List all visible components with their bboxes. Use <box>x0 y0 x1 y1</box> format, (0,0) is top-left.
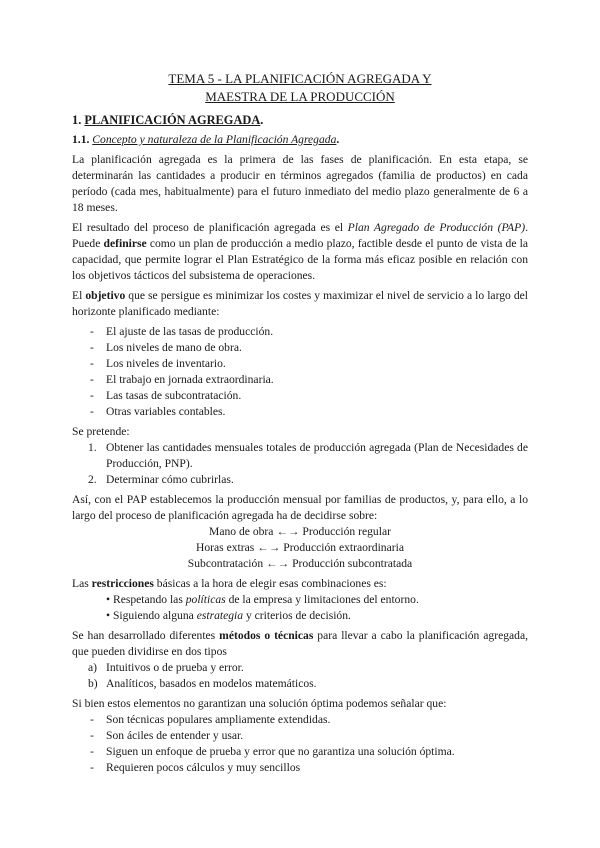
list-item <box>72 440 528 472</box>
subsection-heading <box>72 132 528 148</box>
section-trail: . <box>260 113 264 127</box>
definirse-term: definirse <box>103 237 147 250</box>
pap-term: Plan Agregado de Producción (PAP) <box>347 221 526 234</box>
title-line-2: MAESTRA DE LA PRODUCCIÓN <box>205 89 395 104</box>
metodos-term: métodos o técnicas <box>219 629 314 642</box>
list-item: - El trabajo en jornada extraordinaria. <box>72 372 528 388</box>
text-run: que se persigue es minimizar los costes y maximizar el nivel de servicio a lo largo del horizonte planificado mediante: <box>72 289 528 318</box>
list-item: - Los niveles de mano de obra. <box>72 340 528 356</box>
list-item <box>72 660 528 676</box>
pair-line: Horas extras ←→ Producción extraordinaria <box>196 541 404 554</box>
objetivo-term: objetivo <box>85 289 126 302</box>
list-marker: a) <box>88 661 98 674</box>
list-item: - Siguen un enfoque de prueba y error que no garantiza una solución óptima. <box>72 744 528 760</box>
list-item: - Son áciles de entender y usar. <box>72 728 528 744</box>
list-marker: 2. <box>88 473 97 486</box>
list-item <box>72 676 528 692</box>
text-run: y criterios de decisión. <box>243 609 351 622</box>
list-item: - Son técnicas populares ampliamente extendidas. <box>72 712 528 728</box>
section-label: PLANIFICACIÓN AGREGADA <box>84 113 261 127</box>
pretende-list <box>72 440 528 488</box>
politicas-term: políticas <box>185 593 226 606</box>
section-number: 1. <box>72 113 82 127</box>
paragraph-pretende: Se pretende: <box>72 425 130 438</box>
list-item: - Los niveles de inventario. <box>72 356 528 372</box>
text-run: para llevar a cabo la planificación agregada, que pueden dividirse en dos tipos <box>72 629 529 658</box>
list-marker: 1. <box>88 441 97 454</box>
list-item: - Las tasas de subcontratación. <box>72 388 528 404</box>
text-run: Se han desarrollado diferentes <box>72 629 220 642</box>
text-run: El <box>72 289 86 302</box>
paragraph-pap <box>72 220 528 284</box>
paragraph-restricciones <box>72 576 528 592</box>
text-run: Las <box>72 577 92 590</box>
subsection-label: Concepto y naturaleza de la Planificación Agregada <box>92 133 337 146</box>
text-run: básicas a la hora de elegir esas combinaciones es: <box>153 577 387 590</box>
subsection-trail: . <box>336 133 340 146</box>
text-run: • Siguiendo alguna <box>106 609 197 622</box>
document-title <box>72 70 528 106</box>
paragraph-metodos <box>72 628 528 660</box>
conclusion-list <box>72 712 528 776</box>
bullet-estrategia <box>72 608 528 624</box>
list-item: - Requieren pocos cálculos y muy sencillos <box>72 760 528 776</box>
list-item <box>72 472 528 488</box>
list-text: Obtener las cantidades mensuales totales de producción agregada (Plan de Necesidades de Producción, PNP). <box>106 441 528 470</box>
estrategia-term: estrategia <box>196 609 244 622</box>
text-run: • Respetando las <box>106 593 186 606</box>
pair-line: Subcontratación ←→ Producción subcontratada <box>187 557 413 570</box>
list-marker: b) <box>88 677 98 690</box>
list-item: - Otras variables contables. <box>72 404 528 420</box>
list-item: - El ajuste de las tasas de producción. <box>72 324 528 340</box>
section-heading <box>72 112 528 128</box>
bullet-politicas <box>72 592 528 608</box>
text-run: . Puede <box>72 221 528 250</box>
paragraph-objetivo <box>72 288 528 320</box>
list-text: Determinar cómo cubrirlas. <box>106 473 234 486</box>
pair-line: Mano de obra ←→ Producción regular <box>209 525 391 538</box>
list-text: Intuitivos o de prueba y error. <box>106 661 244 674</box>
subsection-number: 1.1. <box>72 133 90 146</box>
paragraph-intro: La planificación agregada es la primera de las fases de planificación. En esta etapa, se determinarán las cantidades a producir en términos agregados (familia de productos) en cada período (cada mes, habitualmente) para el futuro inmediato del medio plazo generalmente de 6 a 18 meses. <box>72 153 528 214</box>
paragraph-pap-familias: Así, con el PAP establecemos la producción mensual por familias de productos, y, para ello, a lo largo del proceso de planificación agregada ha de decidirse sobre: <box>72 493 528 522</box>
decision-pairs <box>72 524 528 572</box>
list-text: Analíticos, basados en modelos matemáticos. <box>106 677 317 690</box>
text-run: de la empresa y limitaciones del entorno. <box>225 593 419 606</box>
text-run: El resultado del proceso de planificación agregada es el <box>72 221 348 234</box>
objetivo-list <box>72 324 528 420</box>
document-page <box>72 70 528 780</box>
paragraph-conclusion: Si bien estos elementos no garantizan una solución óptima podemos señalar que: <box>72 697 447 710</box>
title-line-1: TEMA 5 - LA PLANIFICACIÓN AGREGADA Y <box>168 71 432 86</box>
metodos-list <box>72 660 528 692</box>
restricciones-term: restricciones <box>91 577 154 590</box>
text-run: como un plan de producción a medio plazo, factible desde el punto de vista de la capacidad, que permite lograr el Plan Estratégico de la forma más eficaz posible en relación con los objetivos tácticos del subsistema de operaciones. <box>72 237 529 282</box>
